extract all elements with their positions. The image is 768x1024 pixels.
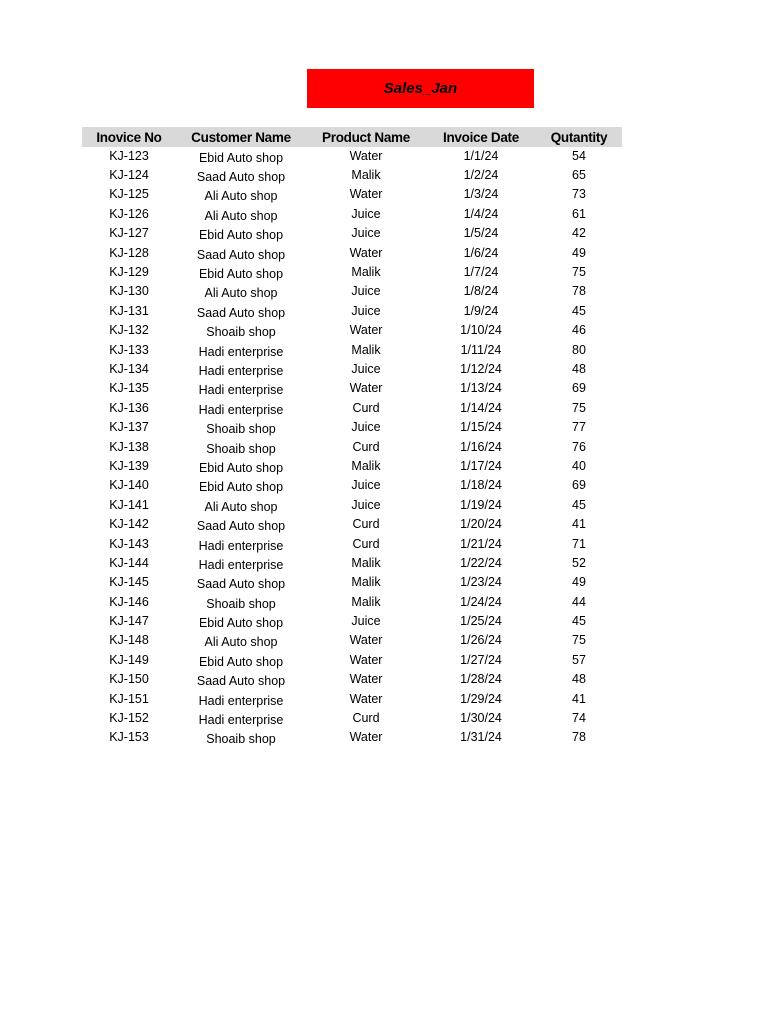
- cell-invoice-date: 1/3/24: [463, 187, 499, 202]
- cell-customer-name: Shoaib shop: [206, 596, 276, 611]
- cell-invoice-no: KJ-132: [109, 323, 149, 338]
- table-row: [82, 476, 622, 495]
- cell-product-name: Malik: [351, 594, 381, 609]
- cell-invoice-date: 1/26/24: [460, 633, 502, 648]
- table-row: [82, 398, 622, 417]
- cell-invoice-date: 1/19/24: [460, 497, 502, 512]
- cell-customer-name: Ali Auto shop: [204, 635, 278, 650]
- table-row: [82, 185, 622, 204]
- cell-invoice-no: KJ-137: [109, 420, 149, 435]
- cell-quantity: 78: [572, 284, 586, 299]
- cell-invoice-no: KJ-124: [109, 168, 149, 183]
- cell-customer-name: Ebid Auto shop: [198, 267, 284, 282]
- cell-invoice-no: KJ-144: [109, 555, 149, 570]
- cell-product-name: Juice: [351, 226, 381, 241]
- cell-invoice-date: 1/23/24: [460, 575, 502, 590]
- cell-product-name: Malik: [351, 575, 381, 590]
- cell-product-name: Water: [349, 652, 383, 667]
- cell-invoice-no: KJ-147: [109, 614, 149, 629]
- table-row: [82, 379, 622, 398]
- cell-quantity: 40: [572, 458, 586, 473]
- cell-quantity: 46: [572, 323, 586, 338]
- cell-invoice-date: 1/25/24: [460, 614, 502, 629]
- cell-customer-name: Saad Auto shop: [196, 577, 286, 592]
- table-row: [82, 553, 622, 572]
- cell-customer-name: Ali Auto shop: [204, 499, 278, 514]
- cell-invoice-no: KJ-136: [109, 400, 149, 415]
- cell-invoice-date: 1/9/24: [463, 303, 499, 318]
- cell-invoice-date: 1/6/24: [463, 245, 499, 260]
- table-row: [82, 340, 622, 359]
- table-row: [82, 301, 622, 320]
- cell-customer-name: Saad Auto shop: [196, 305, 286, 320]
- header-customer-name: Customer Name: [191, 129, 291, 145]
- cell-invoice-date: 1/27/24: [460, 652, 502, 667]
- cell-invoice-no: KJ-125: [109, 187, 149, 202]
- cell-invoice-date: 1/24/24: [460, 594, 502, 609]
- cell-invoice-no: KJ-126: [109, 206, 149, 221]
- cell-invoice-date: 1/2/24: [463, 168, 499, 183]
- cell-invoice-no: KJ-134: [109, 361, 149, 376]
- cell-quantity: 73: [572, 187, 586, 202]
- cell-product-name: Curd: [352, 536, 380, 551]
- table-row: [82, 495, 622, 514]
- cell-quantity: 77: [572, 420, 586, 435]
- cell-customer-name: Shoaib shop: [206, 441, 276, 456]
- cell-invoice-no: KJ-151: [109, 691, 149, 706]
- cell-quantity: 74: [572, 711, 586, 726]
- table-row: [82, 321, 622, 340]
- cell-product-name: Curd: [352, 711, 380, 726]
- sheet-title: Sales_Jan: [307, 69, 534, 108]
- cell-product-name: Water: [349, 148, 383, 163]
- cell-invoice-no: KJ-138: [109, 439, 149, 454]
- table-row: [82, 262, 622, 281]
- cell-invoice-date: 1/17/24: [460, 458, 502, 473]
- cell-customer-name: Ebid Auto shop: [198, 616, 284, 631]
- cell-quantity: 75: [572, 265, 586, 280]
- cell-quantity: 49: [572, 245, 586, 260]
- cell-quantity: 41: [572, 517, 586, 532]
- cell-invoice-no: KJ-129: [109, 265, 149, 280]
- cell-quantity: 48: [572, 672, 586, 687]
- cell-customer-name: Hadi enterprise: [198, 402, 284, 417]
- cell-quantity: 69: [572, 381, 586, 396]
- header-quantity: Qutantity: [550, 129, 608, 145]
- cell-invoice-date: 1/11/24: [460, 342, 502, 357]
- cell-invoice-no: KJ-128: [109, 245, 149, 260]
- cell-product-name: Water: [349, 323, 383, 338]
- cell-customer-name: Ebid Auto shop: [198, 480, 284, 495]
- cell-invoice-no: KJ-150: [109, 672, 149, 687]
- table-row: [82, 165, 622, 184]
- cell-invoice-no: KJ-153: [109, 730, 149, 745]
- cell-invoice-date: 1/14/24: [460, 400, 502, 415]
- cell-product-name: Malik: [351, 168, 381, 183]
- table-row: [82, 243, 622, 262]
- cell-customer-name: Hadi enterprise: [198, 693, 284, 708]
- table-row: [82, 437, 622, 456]
- cell-customer-name: Hadi enterprise: [198, 713, 284, 728]
- cell-customer-name: Saad Auto shop: [196, 674, 286, 689]
- header-product-name: Product Name: [322, 129, 410, 145]
- table-row: [82, 359, 622, 378]
- table-row: [82, 573, 622, 592]
- table-row: [82, 650, 622, 669]
- cell-customer-name: Saad Auto shop: [196, 247, 286, 262]
- cell-quantity: 78: [572, 730, 586, 745]
- table-row: [82, 224, 622, 243]
- cell-customer-name: Hadi enterprise: [198, 557, 284, 572]
- cell-quantity: 45: [572, 303, 586, 318]
- cell-quantity: 71: [572, 536, 586, 551]
- cell-quantity: 75: [572, 400, 586, 415]
- cell-product-name: Juice: [351, 361, 381, 376]
- cell-product-name: Curd: [352, 517, 380, 532]
- cell-product-name: Water: [349, 245, 383, 260]
- cell-invoice-no: KJ-149: [109, 652, 149, 667]
- cell-quantity: 52: [572, 555, 586, 570]
- cell-invoice-date: 1/4/24: [463, 206, 499, 221]
- cell-quantity: 80: [572, 342, 586, 357]
- table-row: [82, 534, 622, 553]
- cell-invoice-date: 1/5/24: [463, 226, 499, 241]
- header-invoice-date: Invoice Date: [443, 129, 519, 145]
- cell-product-name: Juice: [351, 284, 381, 299]
- cell-invoice-date: 1/12/24: [460, 361, 502, 376]
- table-row: [82, 611, 622, 630]
- cell-customer-name: Hadi enterprise: [198, 344, 284, 359]
- cell-invoice-date: 1/7/24: [463, 265, 499, 280]
- cell-invoice-date: 1/30/24: [460, 711, 502, 726]
- table-row: [82, 146, 622, 165]
- cell-invoice-no: KJ-123: [109, 148, 149, 163]
- cell-product-name: Juice: [351, 478, 381, 493]
- cell-customer-name: Ali Auto shop: [204, 286, 278, 301]
- cell-product-name: Water: [349, 691, 383, 706]
- cell-quantity: 54: [572, 148, 586, 163]
- cell-customer-name: Ali Auto shop: [204, 208, 278, 223]
- table-header-row: [82, 127, 622, 147]
- cell-invoice-date: 1/20/24: [460, 517, 502, 532]
- header-invoice-no: Inovice No: [96, 129, 162, 145]
- cell-customer-name: Ali Auto shop: [204, 189, 278, 204]
- cell-invoice-no: KJ-131: [109, 303, 149, 318]
- cell-invoice-date: 1/8/24: [463, 284, 499, 299]
- cell-customer-name: Shoaib shop: [206, 325, 276, 340]
- cell-product-name: Water: [349, 633, 383, 648]
- cell-quantity: 69: [572, 478, 586, 493]
- table-row: [82, 282, 622, 301]
- cell-invoice-no: KJ-127: [109, 226, 149, 241]
- table-row: [82, 204, 622, 223]
- cell-quantity: 76: [572, 439, 586, 454]
- cell-invoice-date: 1/16/24: [460, 439, 502, 454]
- cell-invoice-date: 1/21/24: [460, 536, 502, 551]
- cell-invoice-no: KJ-135: [109, 381, 149, 396]
- cell-invoice-no: KJ-130: [109, 284, 149, 299]
- cell-quantity: 45: [572, 497, 586, 512]
- cell-customer-name: Ebid Auto shop: [198, 150, 284, 165]
- cell-invoice-date: 1/15/24: [460, 420, 502, 435]
- cell-invoice-date: 1/18/24: [460, 478, 502, 493]
- cell-invoice-date: 1/10/24: [460, 323, 502, 338]
- cell-customer-name: Ebid Auto shop: [198, 654, 284, 669]
- cell-invoice-no: KJ-139: [109, 458, 149, 473]
- cell-customer-name: Shoaib shop: [206, 732, 276, 747]
- cell-quantity: 48: [572, 361, 586, 376]
- cell-invoice-no: KJ-146: [109, 594, 149, 609]
- cell-invoice-date: 1/1/24: [463, 148, 499, 163]
- cell-product-name: Juice: [351, 206, 381, 221]
- cell-quantity: 61: [572, 206, 586, 221]
- cell-invoice-date: 1/31/24: [460, 730, 502, 745]
- cell-quantity: 65: [572, 168, 586, 183]
- cell-invoice-no: KJ-142: [109, 517, 149, 532]
- cell-invoice-no: KJ-148: [109, 633, 149, 648]
- cell-invoice-no: KJ-140: [109, 478, 149, 493]
- cell-invoice-no: KJ-133: [109, 342, 149, 357]
- table-row: [82, 670, 622, 689]
- table-row: [82, 631, 622, 650]
- table-row: [82, 708, 622, 727]
- cell-quantity: 42: [572, 226, 586, 241]
- table-row: [82, 514, 622, 533]
- cell-product-name: Malik: [351, 342, 381, 357]
- cell-product-name: Malik: [351, 265, 381, 280]
- cell-product-name: Juice: [351, 614, 381, 629]
- cell-customer-name: Saad Auto shop: [196, 170, 286, 185]
- sales-table: [82, 127, 622, 747]
- cell-product-name: Water: [349, 187, 383, 202]
- cell-quantity: 57: [572, 652, 586, 667]
- cell-product-name: Juice: [351, 497, 381, 512]
- cell-invoice-date: 1/13/24: [460, 381, 502, 396]
- cell-customer-name: Hadi enterprise: [198, 538, 284, 553]
- cell-product-name: Water: [349, 730, 383, 745]
- table-row: [82, 728, 622, 747]
- cell-product-name: Malik: [351, 555, 381, 570]
- cell-customer-name: Shoaib shop: [206, 422, 276, 437]
- cell-invoice-date: 1/22/24: [460, 555, 502, 570]
- cell-customer-name: Ebid Auto shop: [198, 228, 284, 243]
- table-row: [82, 417, 622, 436]
- cell-invoice-date: 1/28/24: [460, 672, 502, 687]
- cell-customer-name: Saad Auto shop: [196, 519, 286, 534]
- table-row: [82, 689, 622, 708]
- cell-invoice-no: KJ-141: [109, 497, 149, 512]
- cell-customer-name: Ebid Auto shop: [198, 460, 284, 475]
- table-row: [82, 592, 622, 611]
- cell-product-name: Water: [349, 381, 383, 396]
- cell-invoice-no: KJ-145: [109, 575, 149, 590]
- cell-quantity: 75: [572, 633, 586, 648]
- cell-customer-name: Hadi enterprise: [198, 363, 284, 378]
- cell-quantity: 41: [572, 691, 586, 706]
- cell-quantity: 44: [572, 594, 586, 609]
- cell-product-name: Juice: [351, 420, 381, 435]
- table-body: [82, 146, 622, 747]
- table-row: [82, 456, 622, 475]
- cell-invoice-date: 1/29/24: [460, 691, 502, 706]
- cell-product-name: Curd: [352, 400, 380, 415]
- cell-quantity: 45: [572, 614, 586, 629]
- cell-product-name: Juice: [351, 303, 381, 318]
- cell-product-name: Water: [349, 672, 383, 687]
- cell-invoice-no: KJ-152: [109, 711, 149, 726]
- cell-invoice-no: KJ-143: [109, 536, 149, 551]
- cell-customer-name: Hadi enterprise: [198, 383, 284, 398]
- cell-product-name: Malik: [351, 458, 381, 473]
- cell-quantity: 49: [572, 575, 586, 590]
- cell-product-name: Curd: [352, 439, 380, 454]
